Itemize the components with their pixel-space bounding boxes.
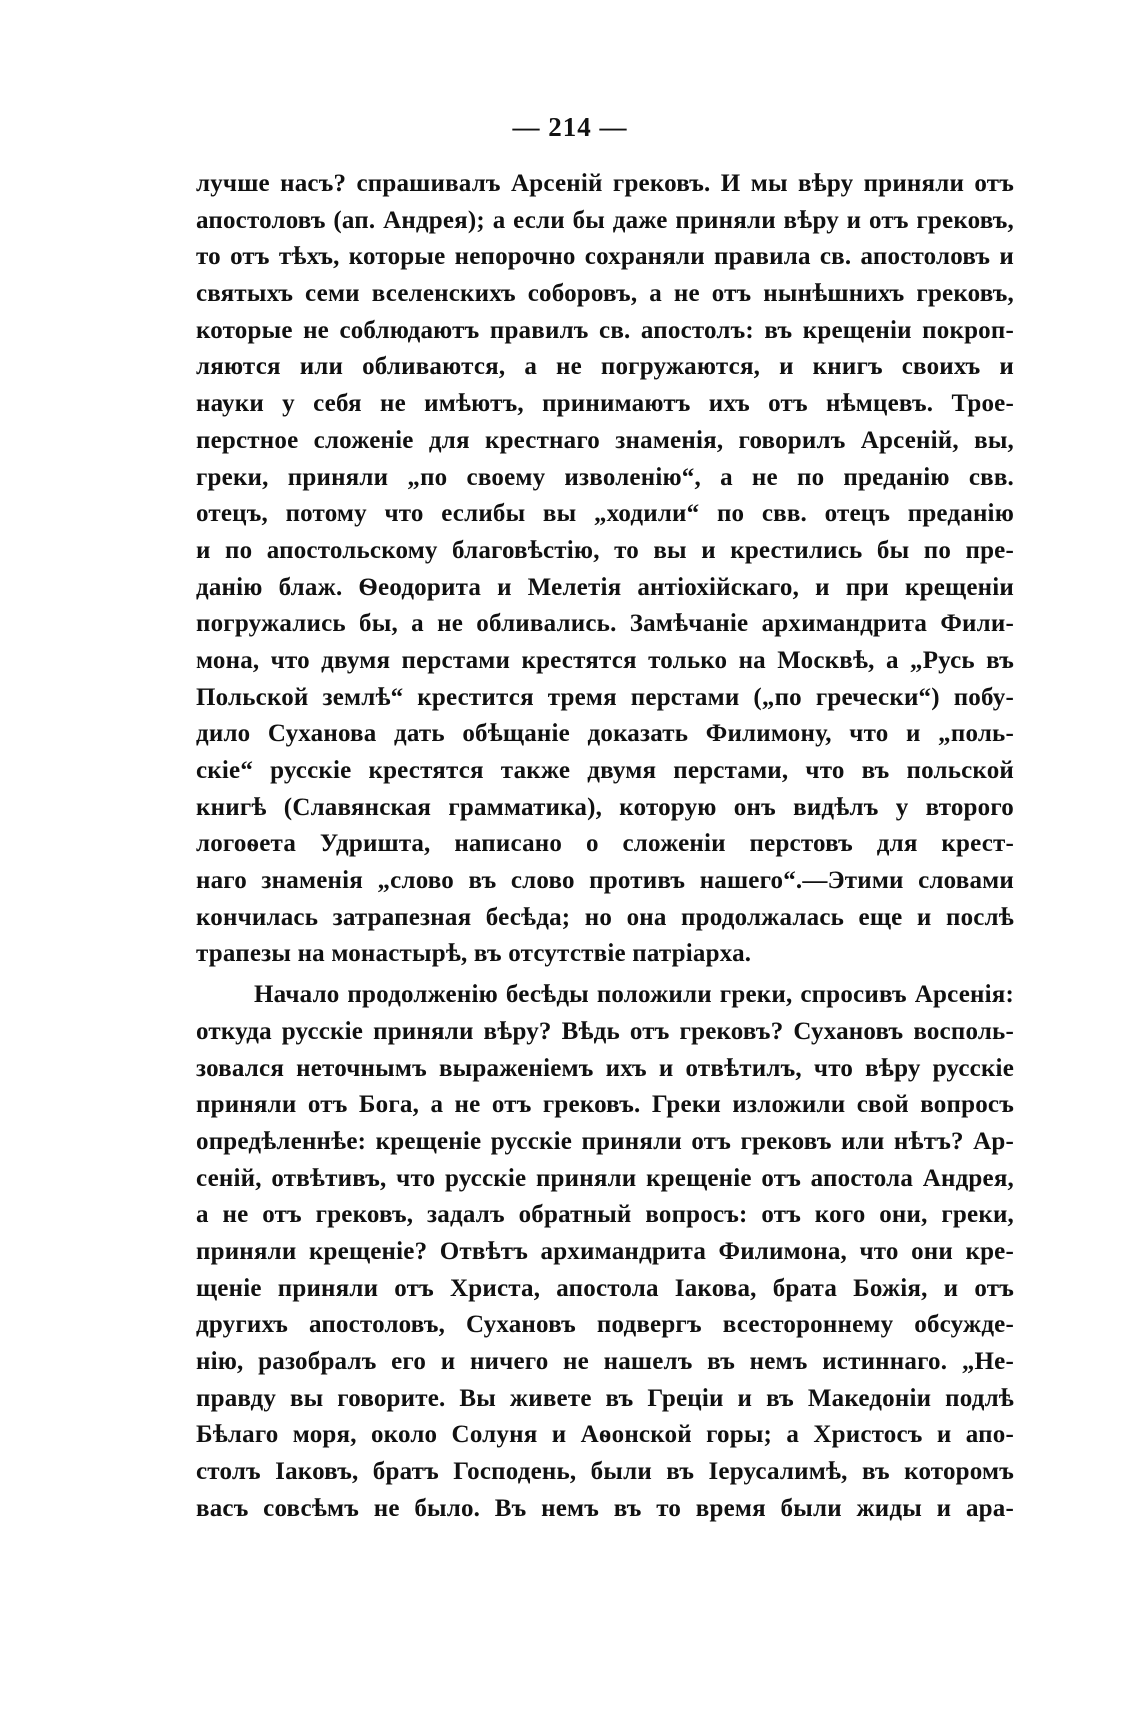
text-line: ляются или обливаются, а не погружаются, и книгъ своихъ и: [196, 353, 1014, 381]
text-line: откуда русскіе приняли вѣру? Вѣдь отъ грековъ? Сухановъ восполь-: [196, 1017, 1014, 1045]
text-line: щеніе приняли отъ Христа, апостола Іакова, брата Божія, и отъ: [196, 1274, 1014, 1302]
text-line: лучше насъ? спрашивалъ Арсеній грековъ. И мы вѣру приняли отъ: [196, 170, 1014, 197]
text-line: приняли крещеніе? Отвѣтъ архимандрита Филимона, что они кре-: [196, 1237, 1014, 1265]
text-line: другихъ апостоловъ, Сухановъ подвергъ всестороннему обсужде-: [196, 1311, 1014, 1339]
paragraph-1: [196, 166, 1014, 973]
text-line: а не отъ грековъ, задалъ обратный вопросъ: отъ кого они, греки,: [196, 1201, 1014, 1229]
text-line: отецъ, потому что еслибы вы „ходили“ по свв. отецъ преданію: [196, 500, 1014, 528]
text-line: святыхъ семи вселенскихъ соборовъ, а не отъ нынѣшнихъ грековъ,: [196, 280, 1014, 308]
body-text: [196, 166, 1014, 1527]
text-line: то отъ тѣхъ, которые непорочно сохраняли правила св. апостоловъ и: [196, 243, 1014, 271]
page-number: — 214 —: [512, 112, 628, 142]
text-line: и по апостольскому благовѣстію, то вы и крестились бы по пре-: [196, 536, 1014, 564]
text-line: сеній, отвѣтивъ, что русскіе приняли крещеніе отъ апостола Андрея,: [196, 1164, 1014, 1192]
text-line: приняли отъ Бога, а не отъ грековъ. Греки изложили свой вопросъ: [196, 1091, 1014, 1119]
text-line: греки, приняли „по своему изволенію“, а не по преданію свв.: [196, 463, 1014, 491]
text-line: васъ совсѣмъ не было. Въ немъ въ то время были жиды и ара-: [196, 1494, 1014, 1522]
text-line: опредѣленнѣе: крещеніе русскіе приняли отъ грековъ или нѣтъ? Ар-: [196, 1127, 1014, 1155]
text-line: кончилась затрапезная бесѣда; но она продолжалась еще и послѣ: [196, 903, 1014, 931]
text-line: перстное сложеніе для крестнаго знаменія, говорилъ Арсеній, вы,: [196, 426, 1014, 454]
text-line: данію блаж. Ѳеодорита и Мелетія антіохійскаго, и при крещеніи: [196, 573, 1014, 601]
text-line: мона, что двумя перстами крестятся только на Москвѣ, а „Русь въ: [196, 646, 1014, 674]
text-line: наго знаменія „слово въ слово противъ нашего“.—Этими словами: [196, 867, 1014, 895]
text-line: трапезы на монастырѣ, въ отсутствіе патріарха.: [196, 940, 752, 968]
paragraph-2: [196, 977, 1014, 1527]
text-line: Бѣлаго моря, около Солуня и Аѳонской горы; а Христосъ и апо-: [196, 1421, 1014, 1449]
text-line: Начало продолженію бесѣды положили греки, спросивъ Арсенія:: [254, 981, 1014, 1009]
text-line: погружались бы, а не обливались. Замѣчаніе архимандрита Фили-: [196, 610, 1014, 638]
text-line: Польской землѣ“ крестится тремя перстами („по гречески“) побу-: [196, 683, 1014, 711]
text-line: зовался неточнымъ выраженіемъ ихъ и отвѣтилъ, что вѣру русскіе: [196, 1054, 1014, 1082]
text-line: скіе“ русскіе крестятся также двумя перстами, что въ польской: [196, 757, 1014, 784]
text-line: которые не соблюдаютъ правилъ св. апостолъ: въ крещеніи покроп-: [196, 316, 1014, 344]
text-line: столъ Іаковъ, братъ Господень, были въ Іерусалимѣ, въ которомъ: [196, 1458, 1014, 1486]
text-line: науки у себя не имѣютъ, принимаютъ ихъ отъ нѣмцевъ. Трое-: [196, 390, 1014, 418]
text-line: правду вы говорите. Вы живете въ Греціи и въ Македоніи подлѣ: [196, 1384, 1014, 1412]
text-line: апостоловъ (ап. Андрея); а если бы даже приняли вѣру и отъ грековъ,: [196, 206, 1014, 234]
text-line: дило Суханова дать обѣщаніе доказать Филимону, что и „поль-: [196, 720, 1014, 748]
text-line: книгѣ (Славянская грамматика), которую онъ видѣлъ у второго: [196, 793, 1014, 821]
text-line: нію, разобралъ его и ничего не нашелъ въ немъ истиннаго. „Не-: [196, 1348, 1014, 1375]
text-line: логоѳета Удриштa, написано о сложеніи перстовъ для крест-: [196, 830, 1014, 858]
